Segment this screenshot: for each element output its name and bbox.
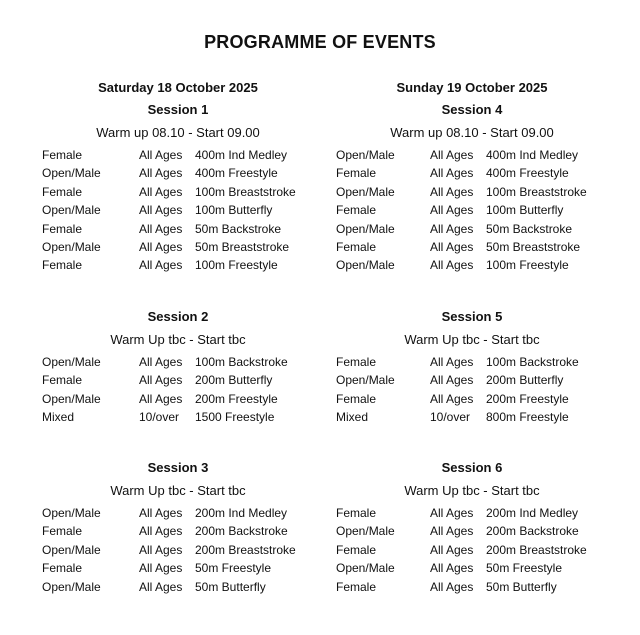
event-event-name: 400m Freestyle (195, 166, 278, 181)
event-event-name: 200m Breaststroke (195, 542, 296, 557)
event-age-group: All Ages (430, 561, 474, 576)
event-gender: Female (336, 391, 377, 406)
event-age-group: All Ages (430, 184, 474, 199)
event-event-name: 200m Ind Medley (195, 506, 288, 520)
event-gender: Female (336, 166, 377, 181)
session-title: Session 3 (147, 460, 209, 475)
event-age-group: All Ages (139, 373, 183, 388)
event-event-name: 200m Backstroke (486, 524, 579, 539)
event-row (28, 164, 328, 182)
event-gender: Female (42, 184, 83, 199)
event-row (28, 522, 328, 540)
event-age-group: All Ages (139, 542, 183, 557)
event-age-group: All Ages (430, 542, 474, 557)
event-event-name: 50m Butterfly (486, 579, 557, 594)
event-gender: Open/Male (42, 166, 101, 181)
event-age-group: All Ages (430, 524, 474, 539)
event-gender: Open/Male (336, 221, 395, 236)
event-row (28, 504, 328, 522)
event-event-name: 100m Butterfly (195, 203, 273, 218)
event-event-name: 50m Butterfly (195, 579, 266, 594)
event-gender: Mixed (336, 410, 369, 425)
event-row (28, 201, 328, 219)
event-event-name: 50m Breaststroke (486, 239, 581, 254)
session-title: Session 4 (441, 102, 503, 117)
event-row (322, 164, 622, 182)
event-row (322, 390, 622, 408)
event-gender: Female (42, 561, 83, 576)
event-gender: Open/Male (336, 561, 395, 576)
event-row (28, 146, 328, 164)
event-row (322, 522, 622, 540)
event-event-name: 50m Breaststroke (195, 239, 290, 254)
event-row (322, 353, 622, 371)
day-heading: Saturday 18 October 2025 (98, 80, 258, 95)
event-age-group: All Ages (139, 506, 183, 520)
event-row (322, 256, 622, 274)
event-event-name: 100m Butterfly (486, 203, 564, 218)
event-age-group: 10/over (430, 410, 471, 425)
event-row (28, 238, 328, 256)
session-block (322, 308, 622, 427)
event-age-group: All Ages (139, 258, 183, 273)
page-title: PROGRAMME OF EVENTS (204, 32, 436, 52)
session-time: Warm Up tbc - Start tbc (404, 483, 540, 498)
event-event-name: 200m Ind Medley (486, 506, 579, 520)
event-age-group: All Ages (430, 506, 474, 520)
event-row (28, 559, 328, 577)
event-row (322, 220, 622, 238)
event-gender: Open/Male (336, 184, 395, 199)
event-age-group: All Ages (430, 391, 474, 406)
event-gender: Open/Male (42, 506, 101, 520)
event-event-name: 50m Freestyle (195, 561, 272, 576)
event-row (322, 183, 622, 201)
event-gender: Open/Male (42, 542, 101, 557)
event-event-name: 200m Freestyle (195, 391, 278, 406)
event-gender: Female (42, 373, 83, 388)
event-age-group: All Ages (430, 373, 474, 388)
session-title: Session 2 (147, 309, 209, 324)
event-age-group: All Ages (139, 561, 183, 576)
event-gender: Female (42, 221, 83, 236)
session-block (28, 459, 328, 596)
event-event-name: 100m Breaststroke (486, 184, 587, 199)
event-event-name: 1500 Freestyle (195, 410, 275, 425)
event-gender: Female (42, 258, 83, 273)
event-gender: Female (336, 506, 377, 520)
session-time: Warm Up tbc - Start tbc (110, 332, 246, 347)
event-event-name: 50m Backstroke (486, 221, 573, 236)
event-row (28, 353, 328, 371)
event-row (322, 146, 622, 164)
event-age-group: All Ages (139, 391, 183, 406)
event-event-name: 100m Backstroke (195, 355, 288, 369)
event-row (322, 541, 622, 559)
event-row (28, 578, 328, 596)
event-age-group: All Ages (430, 166, 474, 181)
event-age-group: All Ages (430, 239, 474, 254)
event-age-group: All Ages (430, 148, 474, 162)
event-age-group: All Ages (430, 579, 474, 594)
event-row (28, 256, 328, 274)
event-age-group: 10/over (139, 410, 180, 425)
event-gender: Open/Male (42, 355, 101, 369)
event-age-group: All Ages (139, 524, 183, 539)
event-age-group: All Ages (430, 203, 474, 218)
event-age-group: All Ages (430, 221, 474, 236)
event-row (322, 408, 622, 426)
session-block (28, 308, 328, 427)
event-gender: Female (336, 355, 377, 369)
event-event-name: 400m Freestyle (486, 166, 569, 181)
event-row (322, 578, 622, 596)
event-gender: Female (336, 579, 377, 594)
event-age-group: All Ages (139, 239, 183, 254)
session-title: Session 5 (441, 309, 503, 324)
session-block (28, 101, 328, 275)
event-event-name: 50m Backstroke (195, 221, 282, 236)
event-event-name: 200m Butterfly (486, 373, 564, 388)
event-event-name: 200m Butterfly (195, 373, 273, 388)
event-age-group: All Ages (139, 184, 183, 199)
session-time: Warm up 08.10 - Start 09.00 (96, 125, 260, 140)
event-event-name: 50m Freestyle (486, 561, 563, 576)
event-gender: Female (336, 542, 377, 557)
event-gender: Open/Male (336, 524, 395, 539)
event-row (28, 371, 328, 389)
event-event-name: 200m Freestyle (486, 391, 569, 406)
event-event-name: 800m Freestyle (486, 410, 569, 425)
event-age-group: All Ages (139, 203, 183, 218)
event-gender: Open/Male (42, 203, 101, 218)
event-gender: Open/Male (336, 258, 395, 273)
event-gender: Female (42, 524, 83, 539)
event-gender: Open/Male (42, 239, 101, 254)
event-row (28, 541, 328, 559)
event-age-group: All Ages (139, 221, 183, 236)
event-event-name: 100m Freestyle (195, 258, 278, 273)
event-age-group: All Ages (139, 148, 183, 162)
event-gender: Open/Male (336, 373, 395, 388)
event-event-name: 200m Backstroke (195, 524, 288, 539)
session-title: Session 1 (147, 102, 209, 117)
event-gender: Open/Male (42, 579, 101, 594)
event-row (322, 559, 622, 577)
event-age-group: All Ages (139, 579, 183, 594)
event-event-name: 200m Breaststroke (486, 542, 587, 557)
event-row (322, 371, 622, 389)
event-event-name: 100m Freestyle (486, 258, 569, 273)
event-row (322, 201, 622, 219)
event-row (28, 220, 328, 238)
event-row (28, 390, 328, 408)
event-gender: Open/Male (336, 148, 395, 162)
event-gender: Open/Male (42, 391, 101, 406)
event-row (322, 238, 622, 256)
session-title: Session 6 (441, 460, 503, 475)
session-time: Warm Up tbc - Start tbc (404, 332, 540, 347)
session-time: Warm up 08.10 - Start 09.00 (390, 125, 554, 140)
event-gender: Female (336, 203, 377, 218)
event-event-name: 100m Breaststroke (195, 184, 296, 199)
session-block (322, 101, 622, 275)
event-age-group: All Ages (139, 355, 183, 369)
event-row (322, 504, 622, 522)
event-row (28, 408, 328, 426)
event-event-name: 400m Ind Medley (486, 148, 579, 162)
event-event-name: 100m Backstroke (486, 355, 579, 369)
event-gender: Female (336, 239, 377, 254)
session-time: Warm Up tbc - Start tbc (110, 483, 246, 498)
event-gender: Mixed (42, 410, 75, 425)
event-age-group: All Ages (139, 166, 183, 181)
event-row (28, 183, 328, 201)
event-age-group: All Ages (430, 258, 474, 273)
event-age-group: All Ages (430, 355, 474, 369)
day-heading: Sunday 19 October 2025 (396, 80, 548, 95)
event-event-name: 400m Ind Medley (195, 148, 288, 162)
session-block (322, 459, 622, 596)
event-gender: Female (42, 148, 83, 162)
